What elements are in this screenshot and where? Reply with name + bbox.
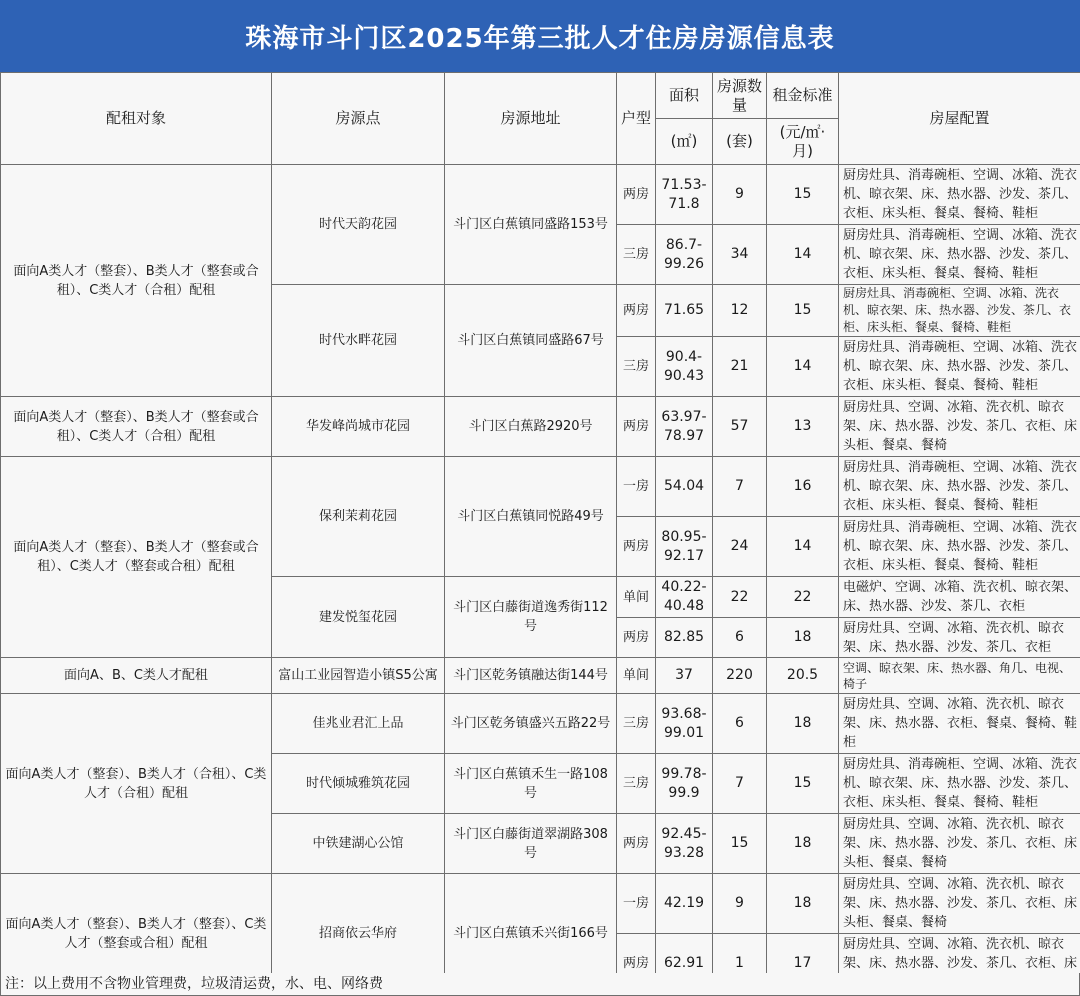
config-cell: 电磁炉、空调、冰箱、洗衣机、晾衣架、床、热水器、沙发、茶几、衣柜 bbox=[839, 577, 1080, 618]
address-cell: 斗门区白藤街道翠湖路308号 bbox=[445, 814, 617, 874]
area-cell: 54.04 bbox=[656, 457, 713, 517]
rent-cell: 15 bbox=[767, 285, 839, 337]
config-cell: 厨房灶具、消毒碗柜、空调、冰箱、洗衣机、晾衣架、床、热水器、沙发、茶几、衣柜、床头柜、餐桌、餐椅、鞋柜 bbox=[839, 337, 1080, 397]
type-cell: 两房 bbox=[617, 934, 656, 994]
address-cell: 斗门区白蕉路2920号 bbox=[445, 397, 617, 457]
table-row bbox=[1, 874, 1080, 934]
rent-cell: 18 bbox=[767, 694, 839, 754]
rent-cell: 14 bbox=[767, 225, 839, 285]
config-cell: 厨房灶具、空调、冰箱、洗衣机、晾衣架、床、热水器、衣柜、餐桌、餐椅、鞋柜 bbox=[839, 694, 1080, 754]
header-rent-unit: (元/㎡·月) bbox=[767, 119, 839, 165]
type-cell: 两房 bbox=[617, 397, 656, 457]
target-cell: 面向A类人才（整套）、B类人才（整套或合租）、C类人才（合租）配租 bbox=[1, 165, 272, 397]
rent-cell: 14 bbox=[767, 337, 839, 397]
count-cell: 24 bbox=[713, 517, 767, 577]
rent-cell: 14 bbox=[767, 517, 839, 577]
site-cell: 华发峰尚城市花园 bbox=[272, 397, 445, 457]
target-cell: 面向A类人才（整套）、B类人才（整套）、C类人才（整套或合租）配租 bbox=[1, 874, 272, 994]
count-cell: 21 bbox=[713, 337, 767, 397]
rent-cell: 20.5 bbox=[767, 658, 839, 694]
header-site: 房源点 bbox=[272, 73, 445, 165]
target-cell: 面向A类人才（整套）、B类人才（整套或合租）、C类人才（整套或合租）配租 bbox=[1, 457, 272, 658]
type-cell: 单间 bbox=[617, 658, 656, 694]
area-cell: 62.91 bbox=[656, 934, 713, 994]
site-cell: 时代天韵花园 bbox=[272, 165, 445, 285]
area-cell: 42.19 bbox=[656, 874, 713, 934]
address-cell: 斗门区乾务镇盛兴五路22号 bbox=[445, 694, 617, 754]
config-cell: 空调、晾衣架、床、热水器、角几、电视、椅子 bbox=[839, 658, 1080, 694]
type-cell: 两房 bbox=[617, 814, 656, 874]
config-cell: 厨房灶具、空调、冰箱、洗衣机、晾衣架、床、热水器、沙发、茶几、衣柜、床 bbox=[839, 934, 1080, 994]
count-cell: 1 bbox=[713, 934, 767, 994]
site-cell: 招商依云华府 bbox=[272, 874, 445, 994]
footnote: 注：以上费用不含物业管理费，垃圾清运费，水、电、网络费 bbox=[0, 973, 1080, 996]
target-cell: 面向A、B、C类人才配租 bbox=[1, 658, 272, 694]
header-type: 户型 bbox=[617, 73, 656, 165]
area-cell: 40.22-40.48 bbox=[656, 577, 713, 618]
type-cell: 两房 bbox=[617, 165, 656, 225]
page-title: 珠海市斗门区2025年第三批人才住房房源信息表 bbox=[0, 0, 1080, 72]
count-cell: 9 bbox=[713, 165, 767, 225]
site-cell: 时代倾城雅筑花园 bbox=[272, 754, 445, 814]
count-cell: 34 bbox=[713, 225, 767, 285]
site-cell: 保利茉莉花园 bbox=[272, 457, 445, 577]
header-area: 面积 bbox=[656, 73, 713, 119]
address-cell: 斗门区乾务镇融达街144号 bbox=[445, 658, 617, 694]
area-cell: 37 bbox=[656, 658, 713, 694]
config-cell: 厨房灶具、空调、冰箱、洗衣机、晾衣架、床、热水器、沙发、茶几、衣柜、床头柜、餐桌、餐椅 bbox=[839, 397, 1080, 457]
address-cell: 斗门区白蕉镇同盛路67号 bbox=[445, 285, 617, 397]
config-cell: 厨房灶具、消毒碗柜、空调、冰箱、洗衣机、晾衣架、床、热水器、沙发、茶几、衣柜、床头柜、餐桌、餐椅、鞋柜 bbox=[839, 754, 1080, 814]
type-cell: 两房 bbox=[617, 517, 656, 577]
count-cell: 7 bbox=[713, 457, 767, 517]
site-cell: 时代水畔花园 bbox=[272, 285, 445, 397]
address-cell: 斗门区白蕉镇同盛路153号 bbox=[445, 165, 617, 285]
rent-cell: 22 bbox=[767, 577, 839, 618]
area-cell: 80.95-92.17 bbox=[656, 517, 713, 577]
header-count: 房源数量 bbox=[713, 73, 767, 119]
header-target: 配租对象 bbox=[1, 73, 272, 165]
count-cell: 57 bbox=[713, 397, 767, 457]
address-cell: 斗门区白蕉镇禾生一路108号 bbox=[445, 754, 617, 814]
config-cell: 厨房灶具、空调、冰箱、洗衣机、晾衣架、床、热水器、沙发、茶几、衣柜、床头柜、餐桌、餐椅 bbox=[839, 874, 1080, 934]
config-cell: 厨房灶具、消毒碗柜、空调、冰箱、洗衣机、晾衣架、床、热水器、沙发、茶几、衣柜、床头柜、餐桌、餐椅、鞋柜 bbox=[839, 165, 1080, 225]
config-cell: 厨房灶具、消毒碗柜、空调、冰箱、洗衣机、晾衣架、床、热水器、沙发、茶几、衣柜、床头柜、餐桌、餐椅、鞋柜 bbox=[839, 457, 1080, 517]
table-row bbox=[1, 658, 1080, 694]
header-rent: 租金标准 bbox=[767, 73, 839, 119]
count-cell: 6 bbox=[713, 618, 767, 658]
area-cell: 71.53-71.8 bbox=[656, 165, 713, 225]
config-cell: 厨房灶具、空调、冰箱、洗衣机、晾衣架、床、热水器、沙发、茶几、衣柜、床头柜、餐桌、餐椅 bbox=[839, 814, 1080, 874]
area-cell: 71.65 bbox=[656, 285, 713, 337]
table-row bbox=[1, 165, 1080, 225]
count-cell: 15 bbox=[713, 814, 767, 874]
header-area-unit: (㎡) bbox=[656, 119, 713, 165]
area-cell: 82.85 bbox=[656, 618, 713, 658]
rent-cell: 15 bbox=[767, 165, 839, 225]
table-row bbox=[1, 397, 1080, 457]
count-cell: 220 bbox=[713, 658, 767, 694]
count-cell: 6 bbox=[713, 694, 767, 754]
count-cell: 12 bbox=[713, 285, 767, 337]
type-cell: 一房 bbox=[617, 874, 656, 934]
header-count-unit: (套) bbox=[713, 119, 767, 165]
type-cell: 三房 bbox=[617, 225, 656, 285]
rent-cell: 18 bbox=[767, 618, 839, 658]
config-cell: 厨房灶具、消毒碗柜、空调、冰箱、洗衣机、晾衣架、床、热水器、沙发、茶几、衣柜、床头柜、餐桌、餐椅、鞋柜 bbox=[839, 225, 1080, 285]
area-cell: 93.68-99.01 bbox=[656, 694, 713, 754]
table-row bbox=[1, 457, 1080, 517]
header-config: 房屋配置 bbox=[839, 73, 1080, 165]
config-cell: 厨房灶具、空调、冰箱、洗衣机、晾衣架、床、热水器、沙发、茶几、衣柜 bbox=[839, 618, 1080, 658]
type-cell: 三房 bbox=[617, 754, 656, 814]
area-cell: 86.7-99.26 bbox=[656, 225, 713, 285]
area-cell: 63.97-78.97 bbox=[656, 397, 713, 457]
type-cell: 两房 bbox=[617, 618, 656, 658]
type-cell: 三房 bbox=[617, 694, 656, 754]
rent-cell: 16 bbox=[767, 457, 839, 517]
config-cell: 厨房灶具、消毒碗柜、空调、冰箱、洗衣机、晾衣架、床、热水器、沙发、茶几、衣柜、床头柜、餐桌、餐椅、鞋柜 bbox=[839, 517, 1080, 577]
area-cell: 99.78-99.9 bbox=[656, 754, 713, 814]
rent-cell: 13 bbox=[767, 397, 839, 457]
type-cell: 单间 bbox=[617, 577, 656, 618]
header-address: 房源地址 bbox=[445, 73, 617, 165]
site-cell: 建发悦玺花园 bbox=[272, 577, 445, 658]
site-cell: 中铁建湖心公馆 bbox=[272, 814, 445, 874]
count-cell: 22 bbox=[713, 577, 767, 618]
site-cell: 富山工业园智造小镇S5公寓 bbox=[272, 658, 445, 694]
count-cell: 9 bbox=[713, 874, 767, 934]
housing-table bbox=[0, 72, 1080, 994]
type-cell: 三房 bbox=[617, 337, 656, 397]
rent-cell: 18 bbox=[767, 814, 839, 874]
rent-cell: 15 bbox=[767, 754, 839, 814]
type-cell: 两房 bbox=[617, 285, 656, 337]
area-cell: 92.45-93.28 bbox=[656, 814, 713, 874]
address-cell: 斗门区白蕉镇同悦路49号 bbox=[445, 457, 617, 577]
target-cell: 面向A类人才（整套）、B类人才（整套或合租）、C类人才（合租）配租 bbox=[1, 397, 272, 457]
address-cell: 斗门区白藤街道逸秀街112号 bbox=[445, 577, 617, 658]
area-cell: 90.4-90.43 bbox=[656, 337, 713, 397]
target-cell: 面向A类人才（整套）、B类人才（合租）、C类人才（合租）配租 bbox=[1, 694, 272, 874]
count-cell: 7 bbox=[713, 754, 767, 814]
type-cell: 一房 bbox=[617, 457, 656, 517]
config-cell: 厨房灶具、消毒碗柜、空调、冰箱、洗衣机、晾衣架、床、热水器、沙发、茶几、衣柜、床头柜、餐桌、餐椅、鞋柜 bbox=[839, 285, 1080, 337]
table-row bbox=[1, 694, 1080, 754]
site-cell: 佳兆业君汇上品 bbox=[272, 694, 445, 754]
rent-cell: 18 bbox=[767, 874, 839, 934]
rent-cell: 17 bbox=[767, 934, 839, 994]
address-cell: 斗门区白蕉镇禾兴街166号 bbox=[445, 874, 617, 994]
